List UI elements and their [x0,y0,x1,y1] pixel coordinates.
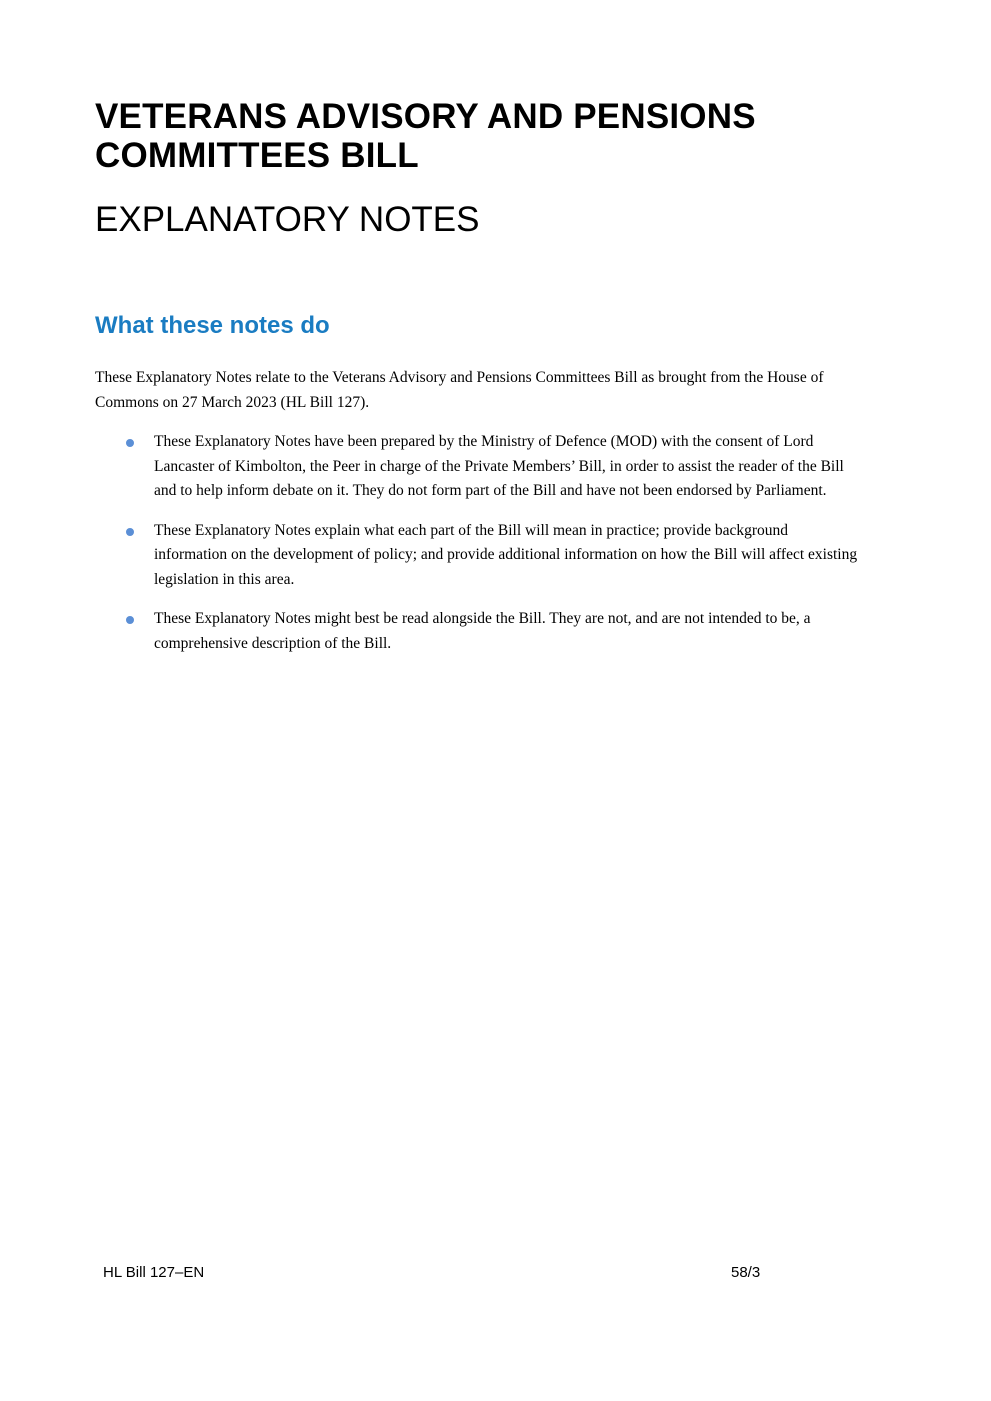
intro-paragraph: These Explanatory Notes relate to the Veterans Advisory and Pensions Committees Bill as brought from the House of Commons on 27 March 2023 (HL Bill 127). [95,369,824,411]
footer-print-number: 58/3 [731,1264,761,1281]
document-subtitle: EXPLANATORY NOTES [95,200,480,239]
bullet-item [95,519,865,593]
bullet-text: These Explanatory Notes explain what each part of the Bill will mean in practice; provide background information on the development of policy; and provide additional information on how the Bill will affect existing legislation in this area. [154,521,858,588]
bullet-item [95,430,865,504]
document-title: VETERANS ADVISORY AND PENSIONS COMMITTEES BILL [95,97,756,175]
bullet-dot-icon [126,616,134,624]
section-heading: What these notes do [95,312,330,339]
footer-bill-reference: HL Bill 127–EN [103,1264,205,1281]
bullet-dot-icon [126,439,134,447]
bullet-text: These Explanatory Notes have been prepared by the Ministry of Defence (MOD) with the consent of Lord Lancaster of Kimbolton, the Peer in charge of the Private Members’ Bill, in order to assist the reader of the Bill and to help inform debate on it. They do not form part of the Bill and have not been endorsed by Parliament. [154,433,844,499]
bullet-item [95,607,865,656]
bullet-text: These Explanatory Notes might best be read alongside the Bill. They are not, and are not intended to be, a comprehensive description of the Bill. [154,610,811,652]
bullet-dot-icon [126,528,134,536]
bullet-list [95,430,865,671]
